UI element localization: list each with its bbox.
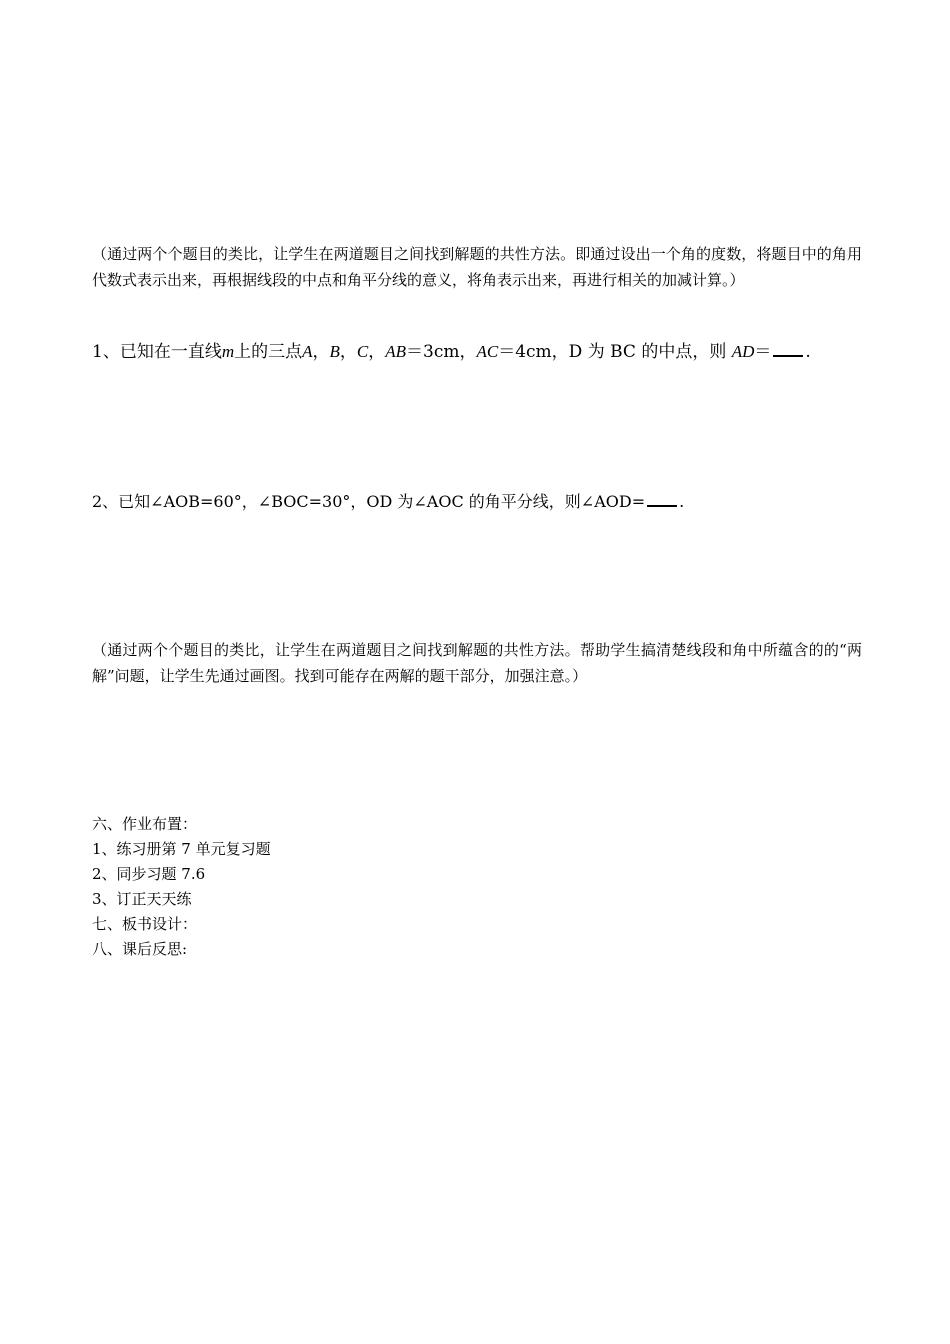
q2-end: . [679, 492, 685, 511]
reflection-heading: 八、课后反思: [92, 940, 188, 958]
teaching-note-1: （通过两个个题目的类比，让学生在两道题目之间找到解题的共性方法。即通过设出一个角的度数，将题目中的角用代数式表示出来，再根据线段的中点和角平分线的意义，将角表示出来，再进行相关的加减计算。） [92, 245, 862, 289]
q1-mid: 上的三点 [234, 342, 303, 362]
homework-item: 3、订正天天练 [92, 890, 192, 908]
board-design-heading: 七、板书设计： [92, 915, 198, 933]
q1-point-c: C [356, 342, 369, 361]
q2-text: 2、已知∠AOB=60°，∠BOC=30°，OD 为∠AOC 的角平分线，则∠AOD= [92, 492, 646, 511]
q1-prefix: 1、已知在一直线 [92, 342, 222, 362]
homework-item: 2、同步习题 7.6 [92, 865, 206, 883]
q1-ab: AB [385, 342, 407, 361]
homework-item: 1、练习册第 7 单元复习题 [92, 840, 271, 858]
q1-answer-blank [773, 339, 803, 357]
q1-point-a: A [302, 342, 313, 361]
q1-ac-value: ＝4cm，D 为 BC 的中点，则 [498, 342, 732, 362]
q1-ab-value: ＝3cm， [406, 342, 477, 362]
q1-sep: ， [368, 342, 386, 362]
q2-answer-blank [647, 489, 677, 507]
q1-point-b: B [329, 342, 340, 361]
q1-end: . [805, 342, 811, 362]
q1-sep: ， [339, 342, 357, 362]
q1-ad: AD [731, 342, 755, 361]
q1-ad-eq: ＝ [754, 342, 772, 362]
question-2 [92, 489, 882, 514]
teaching-note-2: （通过两个个题目的类比，让学生在两道题目之间找到解题的共性方法。帮助学生搞清楚线段和角中所蕴含的的“两解”问题，让学生先通过画图。找到可能存在两解的题干部分，加强注意。） [92, 641, 862, 685]
q1-line-m: m [221, 342, 235, 361]
q1-sep: ， [312, 342, 330, 362]
q1-ac: AC [476, 342, 499, 361]
homework-heading: 六、作业布置： [92, 815, 198, 833]
question-1 [92, 339, 882, 364]
homework-section [92, 812, 271, 962]
